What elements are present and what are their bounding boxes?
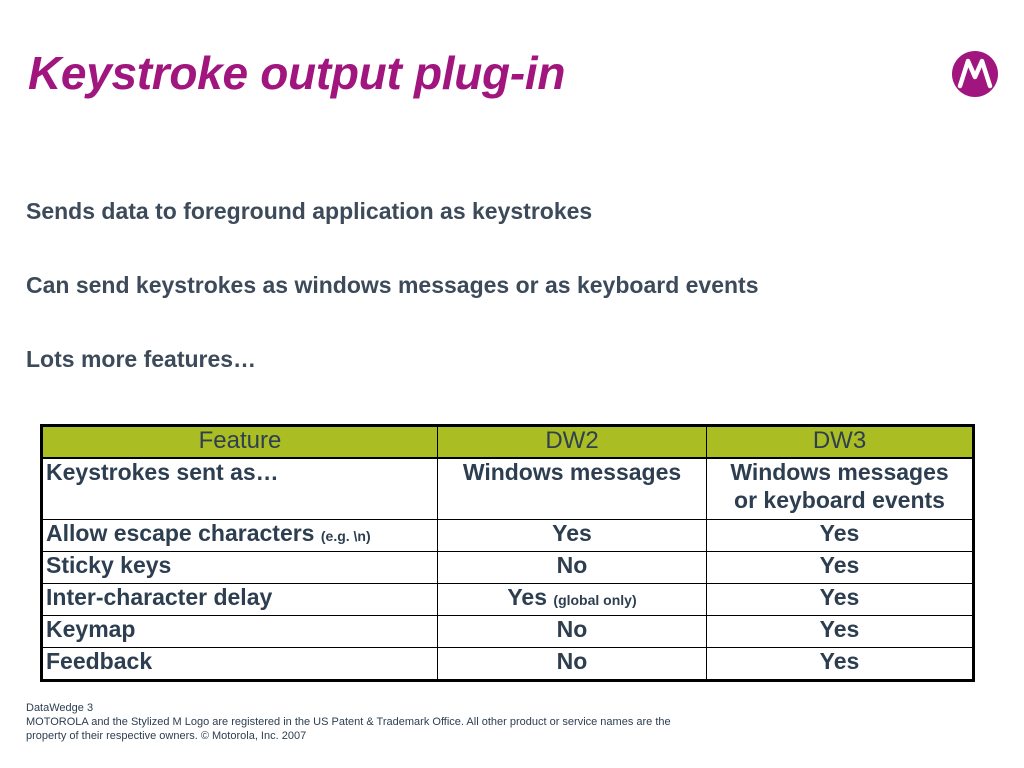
dw3-cell (707, 584, 974, 616)
feature-label: Sticky keys (46, 552, 172, 578)
header-dw3: DW3 (707, 426, 974, 459)
dw2-value: No (556, 648, 588, 674)
dw3-value: Yes (819, 520, 860, 546)
feature-comparison-table (40, 424, 975, 682)
table-row (42, 552, 974, 584)
footer-copyright: property of their respective owners. © Motorola, Inc. 2007 (26, 730, 307, 742)
dw3-value: Yes (819, 616, 860, 642)
header-dw2: DW2 (438, 426, 707, 459)
bullet-sends-data: Sends data to foreground application as keystrokes (26, 198, 593, 224)
feature-label: Keymap (46, 616, 136, 642)
dw3-value-line1: Windows messages (730, 459, 949, 485)
table-row (42, 458, 974, 520)
slide-title: Keystroke output plug-in (28, 47, 566, 99)
dw2-value: Yes (507, 584, 548, 610)
feature-cell (42, 648, 438, 681)
bullet-send-keystrokes: Can send keystrokes as windows messages or as keyboard events (26, 272, 759, 298)
feature-cell (42, 584, 438, 616)
dw3-cell (707, 552, 974, 584)
feature-label: Allow escape characters (46, 520, 315, 546)
dw2-cell (438, 584, 707, 616)
dw2-value: Yes (552, 520, 592, 546)
table-header-row (42, 426, 974, 459)
feature-cell (42, 520, 438, 552)
table-row (42, 616, 974, 648)
feature-label: Feedback (46, 648, 153, 674)
table-row (42, 520, 974, 552)
header-feature: Feature (42, 426, 438, 459)
feature-note: (e.g. \n) (320, 528, 371, 544)
dw3-cell (707, 616, 974, 648)
dw2-value: Windows messages (462, 459, 682, 485)
dw3-value: Yes (819, 648, 860, 674)
dw2-cell (438, 616, 707, 648)
feature-label: Keystrokes sent as… (46, 459, 279, 485)
dw3-value-line2: or keyboard events (734, 486, 945, 513)
dw2-note: (global only) (553, 592, 637, 608)
bullet-more-features: Lots more features… (26, 346, 257, 372)
dw3-cell (707, 520, 974, 552)
motorola-m-logo-icon (951, 50, 999, 98)
dw3-cell (707, 648, 974, 681)
dw3-value: Yes (819, 584, 860, 610)
slide-footer (26, 701, 671, 743)
dw2-cell (438, 458, 707, 520)
dw3-cell (707, 458, 974, 520)
table-row (42, 648, 974, 681)
feature-cell (42, 616, 438, 648)
dw2-cell (438, 648, 707, 681)
feature-cell (42, 458, 438, 520)
dw2-cell (438, 520, 707, 552)
dw2-value: No (556, 552, 588, 578)
feature-label: Inter-character delay (46, 584, 273, 610)
dw2-cell (438, 552, 707, 584)
feature-cell (42, 552, 438, 584)
dw3-value: Yes (819, 552, 860, 578)
table-row (42, 584, 974, 616)
dw2-value: No (556, 616, 588, 642)
footer-trademark: MOTOROLA and the Stylized M Logo are registered in the US Patent & Trademark Office. All other product or service names are the (26, 716, 671, 728)
footer-product: DataWedge 3 (26, 702, 94, 714)
